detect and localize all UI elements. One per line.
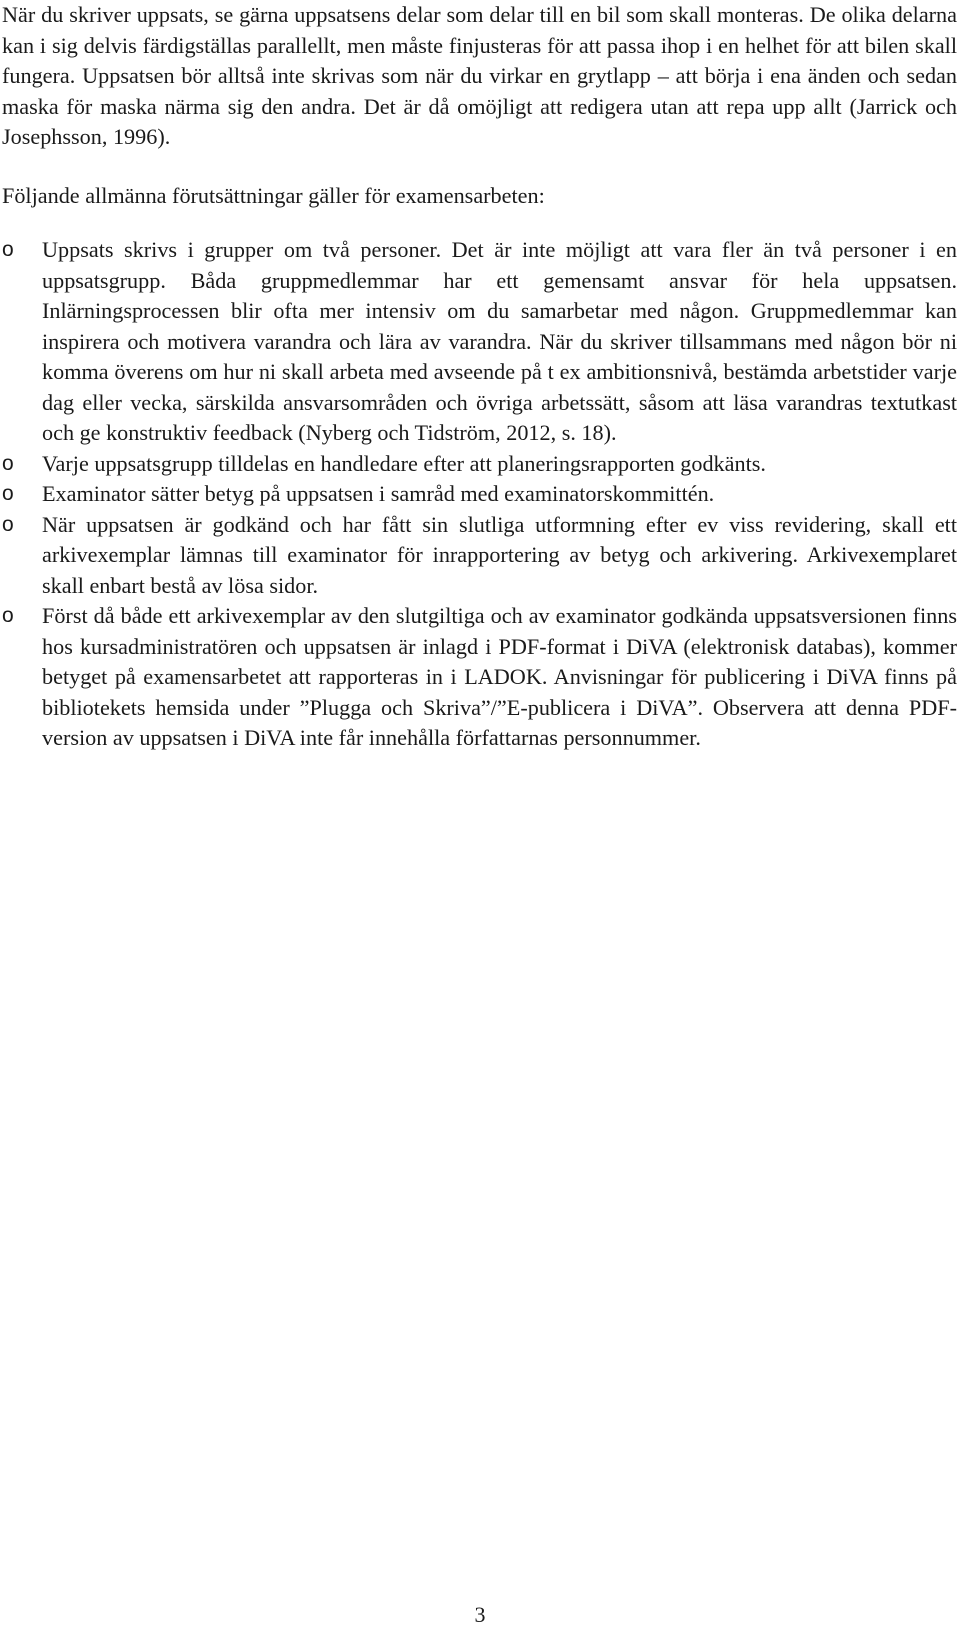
list-item xyxy=(2,235,957,449)
bullet-marker: o xyxy=(2,482,14,505)
bullet-marker: o xyxy=(2,451,14,475)
list-item xyxy=(2,510,957,602)
list-item-text: Först då både ett arkivexemplar av den slutgiltiga och av examinator godkända uppsatsversionen finns hos kursadministratören och uppsatsen är inlagd i PDF-format i DiVA (elektronisk databas), kommer betyget på examensarbetet att rapporteras in i LADOK. Anvisningar för publicering i DiVA finns på bibliotekets hemsida under ”Plugga och Skriva”/”E-publicera i DiVA”. Observera att denna PDF-version av uppsatsen i DiVA inte får innehålla författarnas personnummer. xyxy=(42,603,957,750)
body-paragraph-lead-in: Följande allmänna förutsättningar gäller för examensarbeten: xyxy=(2,182,545,208)
requirements-list xyxy=(2,235,957,754)
body-paragraph-intro: När du skriver uppsats, se gärna uppsatsens delar som delar till en bil som skall monteras. De olika delarna kan i sig delvis färdigställas parallellt, men måste finjusteras för att passa ihop i en helhet för att bilen skall fungera. Uppsatsen bör alltså inte skrivas som när du virkar en grytlapp – att börja i ena änden och sedan maska för maska närma sig den andra. Det är då omöjligt att redigera utan att repa upp allt (Jarrick och Josephsson, 1996). xyxy=(2,2,957,149)
list-item-text: När uppsatsen är godkänd och har fått sin slutliga utformning efter ev viss revidering, skall ett arkivexemplar lämnas till examinator för inrapportering av betyg och arkivering. Arkivexemplaret skall enbart bestå av lösa sidor. xyxy=(42,511,957,598)
document-page xyxy=(2,0,957,754)
list-item-text: Varje uppsatsgrupp tilldelas en handledare efter att planeringsrapporten godkänts. xyxy=(42,450,766,476)
list-item-text: Examinator sätter betyg på uppsatsen i samråd med examinatorskommittén. xyxy=(42,481,715,506)
bullet-marker: o xyxy=(2,604,14,627)
page-number: 3 xyxy=(474,1602,486,1627)
list-item xyxy=(2,449,957,480)
list-item-text: Uppsats skrivs i grupper om två personer. Det är inte möjligt att vara fler än två personer i en uppsatsgrupp. Båda gruppmedlemmar har ett gemensamt ansvar för hela uppsatsen. Inlärningsprocessen blir ofta mer intensiv om du samarbetar med någon. Gruppmedlemmar kan inspirera och motivera varandra och lära av varandra. När du skriver tillsammans med någon bör ni komma överens om hur ni skall arbeta med avseende på t ex ambitionsnivå, bestämda arbetstider varje dag eller vecka, särskilda ansvarsområden och övriga arbetssätt, såsom att läsa varandras textutkast och ge konstruktiv feedback (Nyberg och Tidström, 2012, s. 18). xyxy=(42,237,957,445)
bullet-marker: o xyxy=(2,238,14,261)
bullet-marker: o xyxy=(2,512,14,536)
list-item xyxy=(2,479,957,510)
list-item xyxy=(2,601,957,754)
